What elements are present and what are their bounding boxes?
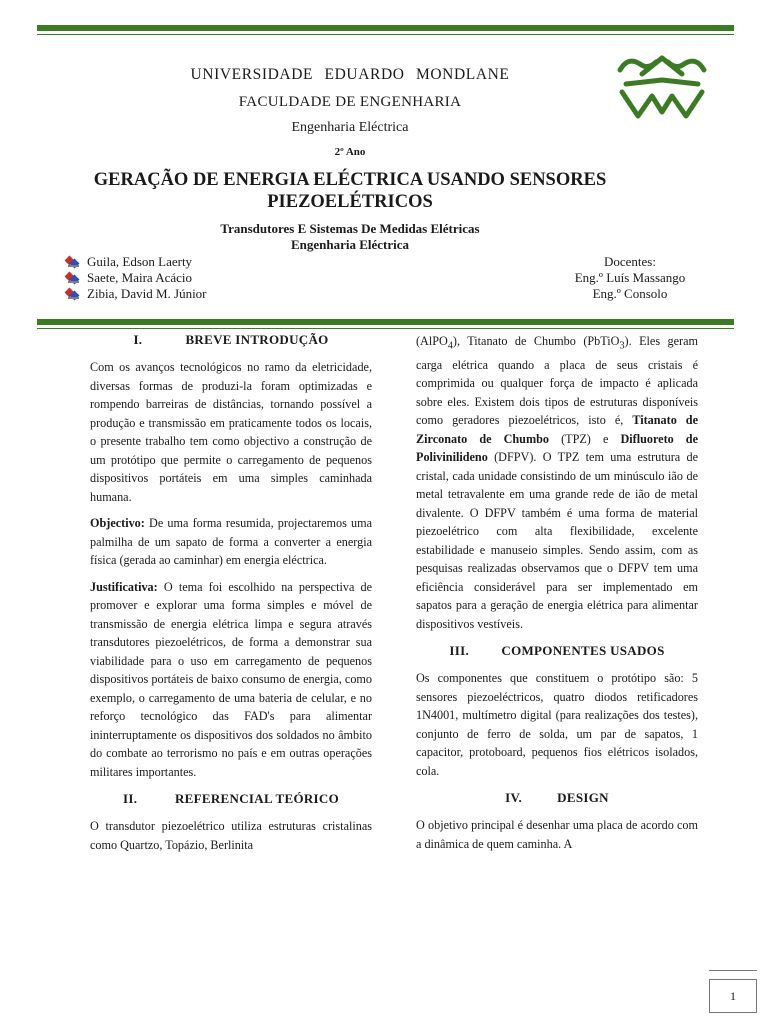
- arrow-bullet-icon: [66, 288, 79, 300]
- program-name: Engenharia Eléctrica: [290, 237, 410, 252]
- page-number: 1: [730, 989, 736, 1003]
- intro-paragraph: Com os avanços tecnológicos no ramo da eletricidade, diversas formas de produzi-la foram optimizadas e rompendo barreiras de distâncias, tornando possível a produção e transmissão em praticamente todos os locais, o presente trabalho tem como objectivo a construção de um protótipo que permite o carregamento de pequenos dispositivos portáteis em uma simples caminhada humana.: [90, 360, 372, 504]
- docente-name: Eng.º Consolo: [592, 286, 668, 301]
- ref-text: (DFPV). O TPZ tem uma estrutura de cristal, cada unidade consistindo de um minúsculo ião de metal tetravalente em uma grande rede de ião de metal divalente. O DFPV também é uma forma de material piezoelétrico com alta flexibilidade, excelente estabilidade e manuseio simples. Sendo assim, com as pesquisas realizadas observamos que o DFPV tem uma eficiência considerável para ser implementado em sapatos para a geração de energia elétrica para alimentar dispositivos vestíveis.: [416, 450, 698, 631]
- header-rule-thin: [37, 34, 734, 35]
- uem-logo-icon: [612, 50, 712, 122]
- faculty-name: FACULDADE DE ENGENHARIA: [238, 94, 462, 110]
- ref-text: ). Eles geram carga elétrica quando a placa de seus cristais é comprimida ou qualquer força de impacto é aplicada sobre eles. Existem dois tipos de estruturas disponíveis como geradores piezoelétricos, isto é,: [416, 334, 698, 428]
- ref-text: (AlPO: [416, 334, 448, 348]
- section-number: II.: [122, 790, 138, 806]
- author-list: [66, 254, 207, 302]
- body-rule-thick: [37, 319, 734, 325]
- section-title: DESIGN: [557, 790, 609, 806]
- author-item: [66, 254, 207, 270]
- referencial-paragraph-start: O transdutor piezoelétrico utiliza estruturas cristalinas como Quartzo, Topázio, Berlinita: [90, 819, 372, 852]
- section-number: I.: [133, 331, 143, 347]
- paper-title-line1: GERAÇÃO DE ENERGIA ELÉCTRICA USANDO SENSORES: [93, 170, 607, 190]
- section-title: BREVE INTRODUÇÃO: [185, 331, 329, 347]
- design-paragraph: O objetivo principal é desenhar uma placa de acordo com a dinâmica de quem caminha. A: [416, 818, 698, 851]
- section-number: IV.: [505, 790, 523, 806]
- department-name: Engenharia Eléctrica: [291, 120, 409, 135]
- author-name: Saete, Maira Acácio: [87, 270, 193, 285]
- objectivo-text: De uma forma resumida, projectaremos uma palmilha de um sapato de forma a converter a energia física (gerada ao caminhar) em energia eléctrica.: [90, 516, 373, 567]
- footer-rule: [709, 970, 757, 971]
- page-number-box: [709, 979, 757, 1013]
- arrow-bullet-icon: [66, 256, 79, 268]
- referencial-paragraph-cont: [416, 332, 698, 633]
- paper-title: [40, 169, 660, 213]
- section-heading-referencial: [90, 789, 372, 809]
- objectivo-paragraph: [90, 514, 372, 570]
- subject-name: Transdutores E Sistemas De Medidas Elétricas: [220, 221, 480, 236]
- docente-name: Eng.º Luís Massango: [574, 270, 686, 285]
- author-item: [66, 286, 207, 302]
- objectivo-label: Objectivo:: [90, 516, 145, 530]
- docentes-block: [540, 254, 720, 302]
- left-column: [90, 330, 372, 862]
- university-name: UNIVERSIDADE EDUARDO MONDLANE: [190, 66, 510, 83]
- section-heading-componentes: [416, 641, 698, 661]
- section-heading-design: [416, 788, 698, 808]
- author-name: Guila, Edson Laerty: [87, 254, 193, 269]
- year-label: 2º Ano: [334, 146, 366, 158]
- author-name: Zibia, David M. Júnior: [87, 286, 207, 301]
- section-title: COMPONENTES USADOS: [501, 643, 665, 659]
- arrow-bullet-icon: [66, 272, 79, 284]
- tpz-term: Titanato de Zirconato de Chumbo: [416, 413, 698, 446]
- justificativa-text: O tema foi escolhido na perspectiva de promover e explorar uma forma simples e móvel de transmissão de energia elétrica limpa e segura através transdutores piezoelétricos, de forma a demonstrar sua viabilidade para o uso em carregamento de pequenos dispositivos portáteis de baixo consumo de energia, como exemplo, o carregamento de uma bateria de celular, e no reforço tecnológico das FAD's para alimentar ininterruptamente os dispositivos dos soldados no âmbito do combate ao terrorismo no país e em outras operações militares importantes.: [90, 579, 373, 779]
- author-item: [66, 270, 207, 286]
- docentes-label: Docentes:: [604, 254, 656, 269]
- right-column: [416, 332, 698, 861]
- justificativa-label: Justificativa:: [90, 579, 158, 594]
- paper-title-line2: PIEZOELÉTRICOS: [267, 192, 433, 212]
- ref-text: ), Titanato de Chumbo (PbTiO: [452, 334, 620, 348]
- subject-block: [40, 221, 660, 253]
- componentes-paragraph: Os componentes que constituem o protótipo são: 5 sensores piezoeléctricos, quatro diodos retificadores 1N4001, multímetro digital (para realizações dos testes), conjunto de ferro de solda, um par de sapatos, 1 capacitor, protoboard, pequenos fios elétricos isolados, cola.: [416, 671, 698, 778]
- header-rule-thick: [37, 25, 734, 31]
- justificativa-paragraph: [90, 578, 372, 782]
- ref-text: (TPZ) e: [561, 431, 609, 446]
- section-number: III.: [449, 643, 470, 659]
- subscript: 4: [447, 340, 453, 352]
- body-rule-thin: [37, 328, 734, 329]
- section-heading-intro: [90, 330, 372, 350]
- subscript: 3: [619, 340, 625, 352]
- section-title: REFERENCIAL TEÓRICO: [174, 790, 340, 806]
- dfpv-term: Difluoreto de Polivinilideno: [416, 431, 698, 465]
